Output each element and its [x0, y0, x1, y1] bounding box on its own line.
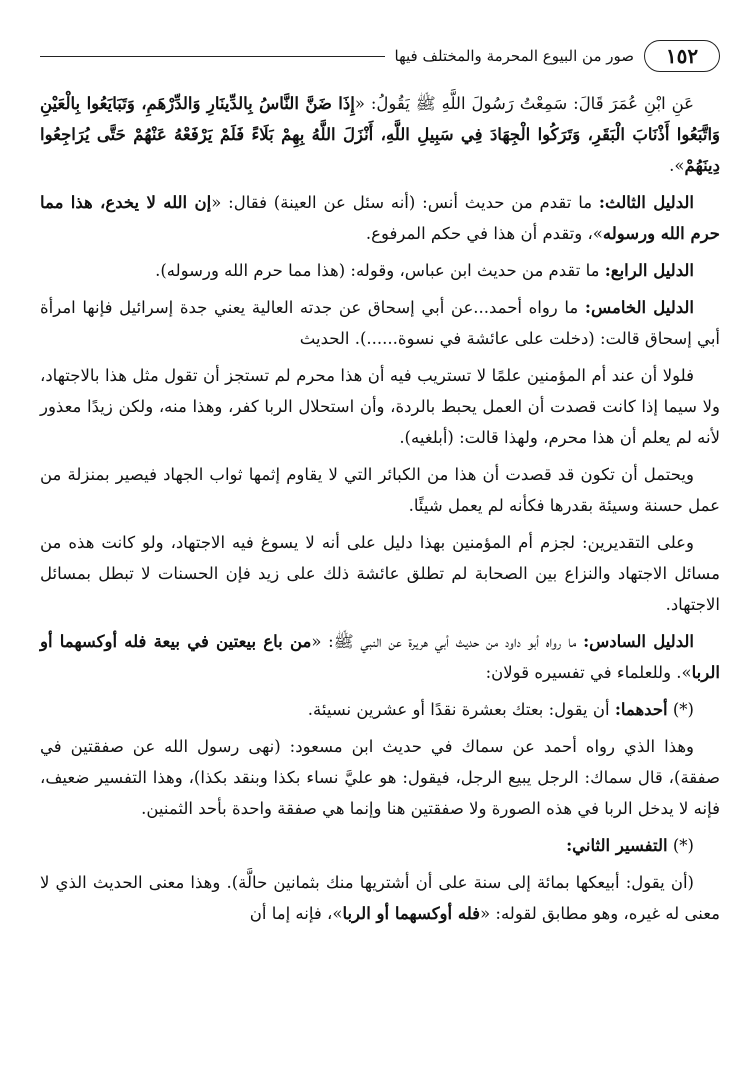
text-segment: (*)	[667, 836, 694, 855]
paragraph-1	[40, 88, 720, 181]
paragraph-2	[40, 187, 720, 249]
text-segment: فلولا أن عند أم المؤمنين علمًا لا تستريب فيه أن هذا محرم لم تستجز أن تقول مثل هذا بالاجتهاد، ولا سيما إذا كانت قصدت أن العمل يحبط بالردة، وأن استحلال الربا كفر، وهذا منه، ولكن زيدًا معذور لأنه لم يعلم أن هذا محرم، ولهذا قالت: (أبلغيه).	[40, 366, 720, 447]
page-body	[40, 88, 720, 929]
page-number: ١٥٢	[644, 40, 720, 72]
paragraph-11	[40, 830, 720, 861]
paragraph-4	[40, 292, 720, 354]
bold-text-segment: إن الله لا يخدع، هذا مما حرم الله ورسوله	[40, 193, 720, 243]
paragraph-5	[40, 360, 720, 453]
running-title: صور من البيوع المحرمة والمختلف فيها	[394, 47, 634, 65]
text-segment: »، وتقدم أن هذا في حكم المرفوع.	[365, 224, 603, 243]
bold-text-segment: الدليل السادس:	[583, 632, 694, 651]
text-segment: »، فإنه إما أن	[249, 904, 343, 923]
text-segment: ما تقدم من حديث ابن عباس، وقوله: (هذا مما حرم الله ورسوله).	[155, 261, 605, 280]
text-segment: وهذا الذي رواه أحمد عن سماك في حديث ابن مسعود: (نهى رسول الله عن صفقتين في صفقة)، قال سماك: الرجل يبيع الرجل، فيقول: هو عليَّ نساء بكذا وبنقد بكذا)، وهذا التفسير ضعيف، فإنه لا يدخل الربا في هذه الصورة ولا صفقتين هنا وإنما هي صفقة واحدة بأحد الثمنين.	[40, 737, 720, 818]
text-segment: ». وللعلماء في تفسيره قولان:	[485, 663, 692, 682]
header-rule	[40, 56, 385, 57]
paragraph-6	[40, 459, 720, 521]
text-segment: وعلى التقديرين: لجزم أم المؤمنين بهذا دليل على أنه لا يسوغ فيه الاجتهاد، ولو كانت هذه من مسائل الاجتهاد والنزاع بين الصحابة لم تطلق عائشة ذلك على زيد فإن الحسنات لا تبطل بمسائل الاجتهاد.	[40, 533, 720, 614]
text-segment: أن يقول: بعتك بعشرة نقدًا أو عشرين نسيئة.	[307, 700, 615, 719]
text-segment: ما تقدم من حديث أنس: (أنه سئل عن العينة) فقال: «	[211, 193, 599, 212]
bold-text-segment: إِذَا ضَنَّ النَّاسُ بِالدِّينَارِ وَالدِّرْهَمِ، وَتَبَايَعُوا بِالْعَيْنِ وَاتَّبَعُوا أَذْنَابَ الْبَقَرِ، وَتَرَكُوا الْجِهَادَ فِي سَبِيلِ اللَّهِ، أَنْزَلَ اللَّهُ بِهِمْ بَلَاءً فَلَمْ يَرْفَعْهُ عَنْهُمْ حَتَّى يُرَاجِعُوا دِينَهُمْ	[40, 94, 720, 175]
bold-text-segment: أحدهما:	[614, 700, 668, 719]
paragraph-9	[40, 694, 720, 725]
bold-text-segment: الدليل الخامس:	[584, 298, 694, 317]
text-segment: (*)	[667, 700, 694, 719]
page-header	[40, 36, 720, 76]
paragraph-8	[40, 626, 720, 688]
bold-text-segment: الدليل الرابع:	[604, 261, 694, 280]
paragraph-12	[40, 867, 720, 929]
text-segment: ما رواه أحمد...عن أبي إسحاق عن جدته العالية يعني جدة إسرائيل فإنها امرأة أبي إسحاق قالت: (دخلت على عائشة في نسوة......). الحديث	[40, 298, 720, 348]
paragraph-10	[40, 731, 720, 824]
bold-text-segment: التفسير الثاني:	[566, 836, 668, 855]
text-segment: (أن يقول: أبيعكها بمائة إلى سنة على أن أشتريها منك بثمانين حالَّة). وهذا معنى الحديث الذي لا معنى له غيره، وهو مطابق لقوله: «	[40, 873, 720, 923]
text-segment: عَنِ ابْنِ عُمَرَ قَالَ: سَمِعْتُ رَسُولَ اللَّهِ ﷺ يَقُولُ: «	[354, 94, 694, 113]
text-segment: ».	[669, 156, 685, 175]
paragraph-7	[40, 527, 720, 620]
bold-text-segment: فله أوكسهما أو الربا	[342, 904, 481, 923]
text-segment: ويحتمل أن تكون قد قصدت أن هذا من الكبائر التي لا يقاوم إثمها ثواب الجهاد فيصير بمنزلة من عمل حسنة وسيئة بقدرها فكأنه لم يعمل شيئًا.	[40, 465, 720, 515]
text-segment: ما رواه أبو داود من حديث أبي هريرة عن النبي ﷺ: «	[311, 632, 584, 651]
bold-text-segment: الدليل الثالث:	[598, 193, 694, 212]
book-page	[40, 36, 720, 935]
paragraph-3	[40, 255, 720, 286]
bold-text-segment: من باع بيعتين في بيعة فله أوكسهما أو الربا	[40, 632, 720, 682]
